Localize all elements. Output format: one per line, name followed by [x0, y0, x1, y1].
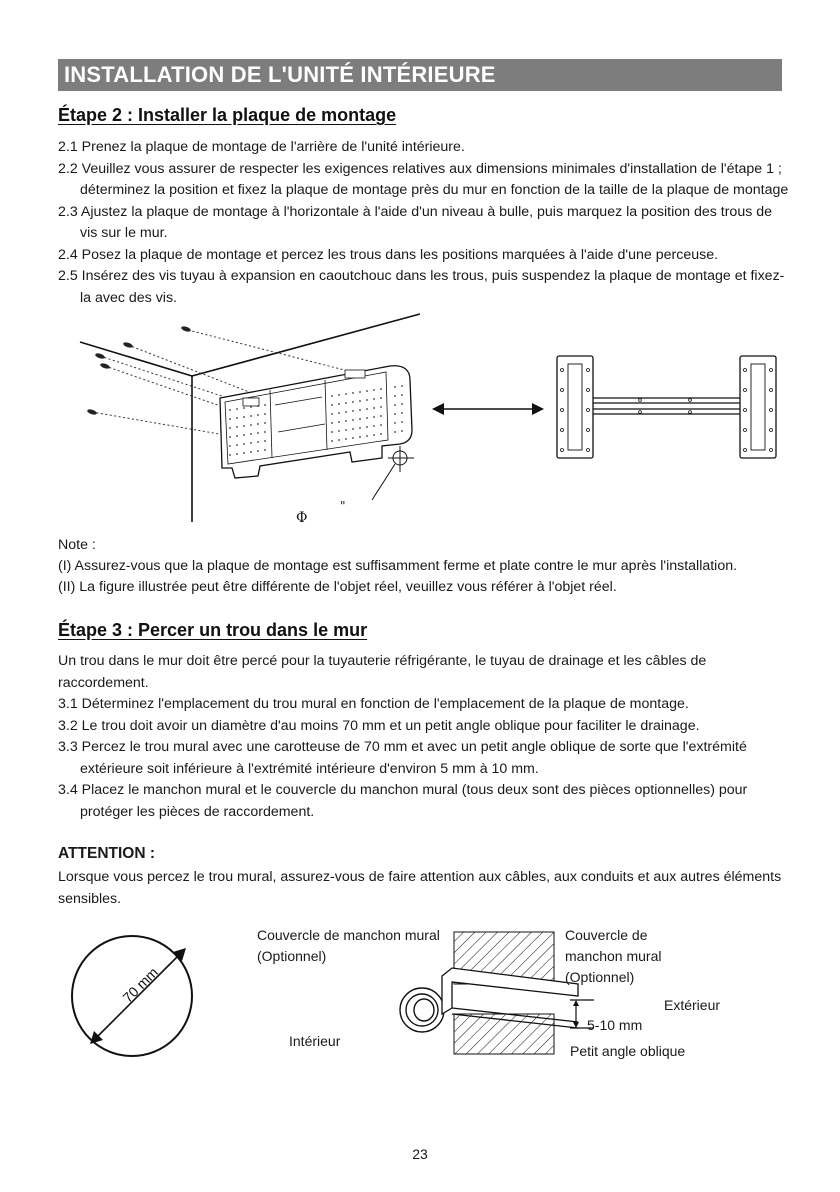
cover-left-label-2: (Optionnel) — [257, 948, 327, 964]
gap-label: 5-10 mm — [587, 1017, 643, 1033]
exterior-label: Extérieur — [664, 997, 721, 1013]
page-number: 23 — [412, 1146, 428, 1162]
cover-left-label-1: Couvercle de manchon mural — [257, 927, 440, 943]
double-arrow-icon — [432, 403, 544, 415]
interior-label: Intérieur — [289, 1033, 341, 1049]
section-header: INSTALLATION DE L'UNITÉ INTÉRIEURE — [58, 59, 782, 91]
step2-item: 2.3 Ajustez la plaque de montage à l'horizontale à l'aide d'un niveau à bulle, puis marquez la position des trous de vis sur le mur. — [58, 203, 773, 241]
note-label: Note : — [58, 537, 96, 553]
sleeve-cover-icon — [400, 988, 444, 1032]
mounting-plate-figure — [60, 310, 790, 535]
inch-mark: " — [340, 499, 346, 513]
step3-item: 3.2 Le trou doit avoir un diamètre d'au moins 70 mm et un petit angle oblique pour faciliter le drainage. — [58, 717, 700, 734]
note-item: (I) Assurez-vous que la plaque de montage est suffisamment ferme et plate contre le mur après l'installation. — [58, 558, 738, 574]
step2-item: 2.5 Insérez des vis tuyau à expansion en caoutchouc dans les trous, puis suspendez la plaque de montage et fixez-la avec des vis. — [58, 268, 785, 306]
step2-list — [58, 137, 793, 309]
step3-item: 3.4 Placez le manchon mural et le couvercle du manchon mural (tous deux sont des pièces optionnelles) pour protéger les pièces de raccordement. — [58, 782, 748, 820]
mounting-plate-front — [557, 356, 776, 458]
attention-title: ATTENTION : — [58, 845, 156, 862]
step2-title: Étape 2 : Installer la plaque de montage — [58, 105, 397, 125]
note-item: (II) La figure illustrée peut être différente de l'objet réel, veuillez vous référer à l'objet réel. — [58, 579, 617, 595]
step2-item: 2.4 Posez la plaque de montage et percez les trous dans les positions marquées à l'aide d'une perceuse. — [58, 246, 719, 263]
cover-right-label-3: (Optionnel) — [565, 969, 635, 985]
cover-right-label-1: Couvercle de — [565, 927, 648, 943]
diameter-label: 70 mm — [119, 964, 161, 1006]
wall-cross-section — [454, 932, 554, 1054]
step3-list — [58, 694, 793, 823]
step3-item: 3.3 Percez le trou mural avec une carotteuse de 70 mm et avec un petit angle oblique de sorte que l'extrémité extérieure soit inférieure à l'extrémité intérieure d'environ 5 mm à 10 mm. — [58, 739, 747, 777]
phi-symbol: Φ — [296, 510, 308, 526]
slope-label: Petit angle oblique — [570, 1043, 686, 1059]
attention-text: Lorsque vous percez le trou mural, assurez-vous de faire attention aux câbles, aux conduits et aux autres éléments sensibles. — [58, 869, 782, 907]
step3-intro: Un trou dans le mur doit être percé pour la tuyauterie réfrigérante, le tuyau de drainage et les câbles de raccordement. — [58, 653, 707, 691]
mounting-plate-perspective — [220, 366, 412, 478]
step3-title: Étape 3 : Percer un trou dans le mur — [58, 620, 368, 640]
step3-item: 3.1 Déterminez l'emplacement du trou mural en fonction de l'emplacement de la plaque de montage. — [58, 696, 689, 712]
step2-item: 2.2 Veuillez vous assurer de respecter les exigences relatives aux dimensions minimales d'installation de l'étape 1 ; déterminez la position et fixez la plaque de montage près du mur en fonction de la taille de la plaque de montage — [58, 160, 789, 198]
step2-item: 2.1 Prenez la plaque de montage de l'arrière de l'unité intérieure. — [58, 139, 465, 155]
cover-right-label-2: manchon mural — [565, 948, 662, 964]
